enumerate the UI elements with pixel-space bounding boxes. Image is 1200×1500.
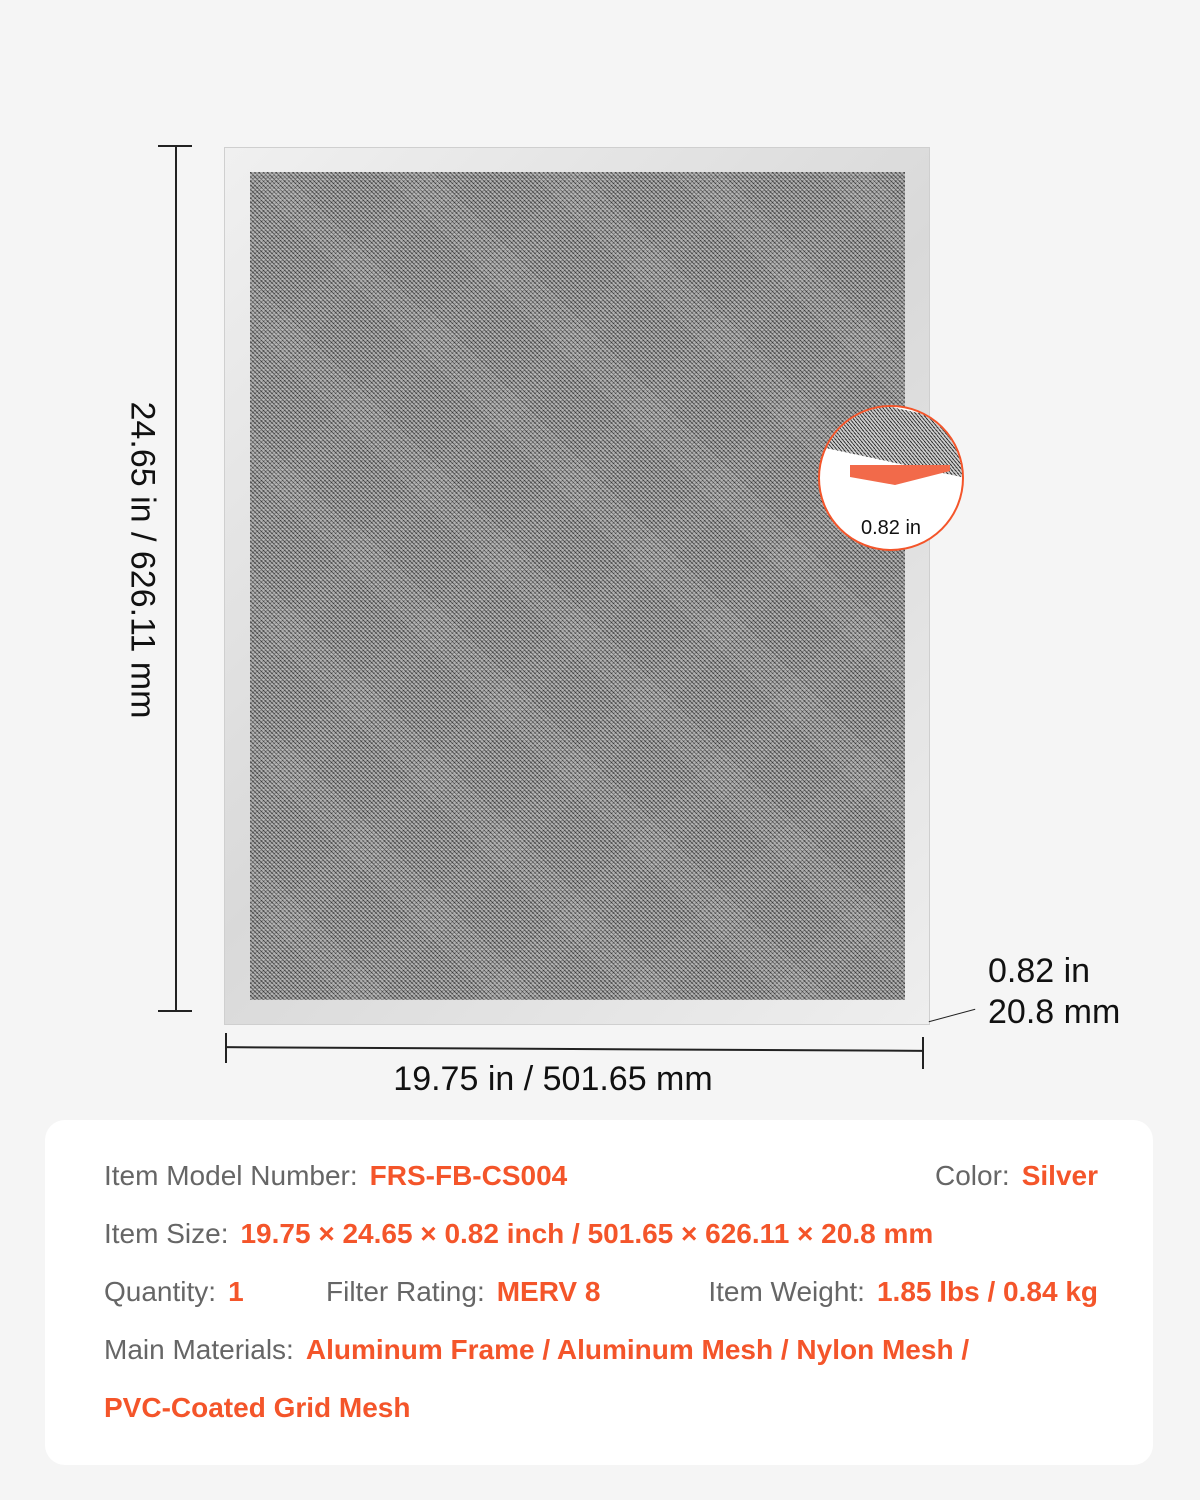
spec-size: [104, 1218, 933, 1250]
height-dimension-line: [175, 145, 177, 1011]
model-label: Item Model Number:: [104, 1160, 358, 1191]
width-tick-left: [225, 1033, 227, 1063]
rating-label: Filter Rating:: [326, 1276, 485, 1307]
height-tick-bottom: [158, 1010, 192, 1012]
spec-model: [104, 1160, 567, 1192]
color-label: Color:: [935, 1160, 1010, 1191]
thickness-mm-label: 20.8 mm: [988, 993, 1121, 1031]
thickness-leader-line: [929, 1009, 976, 1022]
model-value: FRS-FB-CS004: [369, 1160, 568, 1191]
spec-weight: [708, 1276, 1098, 1308]
materials-label: Main Materials:: [104, 1334, 294, 1365]
spec-color: [935, 1160, 1098, 1192]
materials-value-continued: PVC-Coated Grid Mesh: [104, 1392, 411, 1423]
thickness-inch-label: 0.82 in: [988, 952, 1091, 990]
size-label: Item Size:: [104, 1218, 229, 1249]
weight-value: 1.85 lbs / 0.84 kg: [876, 1276, 1098, 1307]
spec-rating: [326, 1276, 600, 1308]
width-tick-right: [922, 1037, 924, 1069]
rating-value: MERV 8: [496, 1276, 601, 1307]
quantity-label: Quantity:: [104, 1276, 217, 1307]
color-value: Silver: [1021, 1160, 1098, 1191]
inset-thickness-highlight: [850, 465, 950, 485]
thickness-detail-inset: [818, 405, 964, 551]
weight-label: Item Weight:: [708, 1276, 865, 1307]
height-tick-top: [158, 145, 192, 147]
materials-value: Aluminum Frame / Aluminum Mesh / Nylon Mesh /: [305, 1334, 970, 1365]
height-label: 24.65 in / 626.11 mm: [123, 401, 162, 719]
specs-card: [45, 1120, 1153, 1465]
spec-quantity: [104, 1276, 244, 1308]
inset-label: 0.82 in: [860, 517, 922, 539]
quantity-value: 1: [228, 1276, 244, 1307]
width-label: 19.75 in / 501.65 mm: [393, 1060, 713, 1098]
filter-mesh: [250, 172, 905, 1000]
size-value: 19.75 × 24.65 × 0.82 inch / 501.65 × 626.11 × 20.8 mm: [240, 1218, 934, 1249]
spec-materials: [104, 1334, 969, 1366]
width-dimension-line: [225, 1046, 923, 1052]
spec-materials-continued: [104, 1392, 410, 1424]
